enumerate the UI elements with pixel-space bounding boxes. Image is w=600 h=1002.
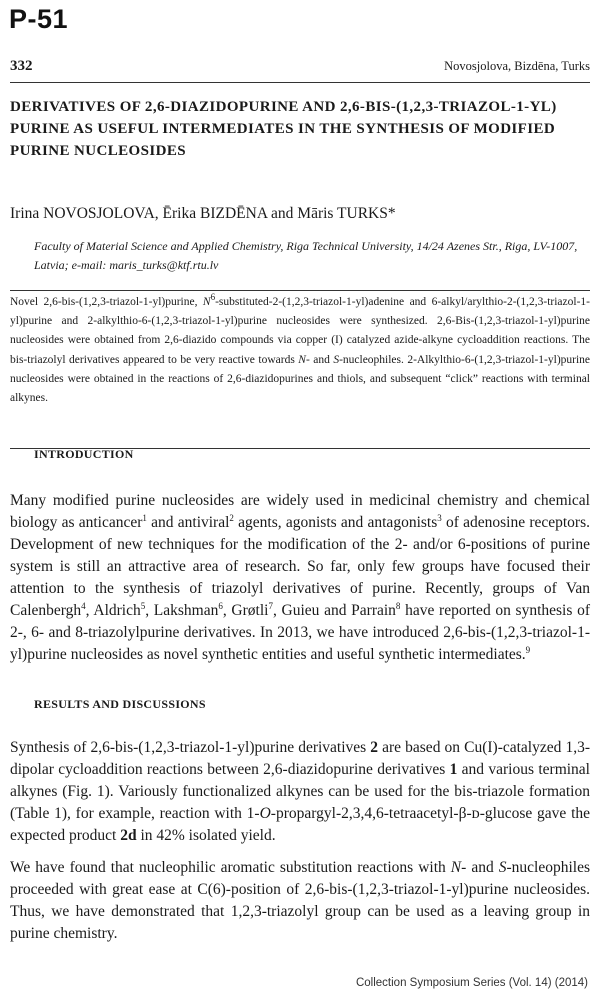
intro-text: , Lakshman xyxy=(145,602,219,619)
compound-2: 2 xyxy=(370,739,379,756)
reference-7: 7 xyxy=(268,600,273,611)
reference-3: 3 xyxy=(437,512,442,523)
abstract-text: Novel 2,6-bis-(1,2,3-triazol-1-yl)purine, xyxy=(10,296,203,308)
abstract-s-italic: S xyxy=(333,353,340,366)
reference-9: 9 xyxy=(525,644,531,655)
results-heading: RESULTS AND DISCUSSIONS xyxy=(34,697,206,711)
results-text: and various terminal alkynes (Fig. 1). Variously functionalized alkynes can be used for the bis-triazole formation (Table 1), for example, reaction with 1- xyxy=(10,761,590,822)
results-text: We have found that nucleophilic aromatic substitution reactions with xyxy=(10,859,451,876)
running-header xyxy=(10,58,590,83)
intro-text: have reported on synthesis of 2-, 6- and 8-triazolylpurine derivatives. In 2013, we have introduced 2,6-bis-(1,2,3-triazol-1-yl)purine nucleosides as novel synthetic entities and useful synthetic intermediates. xyxy=(10,602,590,663)
intro-text: , Guieu and Parrain xyxy=(272,602,396,619)
abstract xyxy=(10,290,590,449)
reference-2: 2 xyxy=(229,512,234,523)
affiliation: Faculty of Material Science and Applied Chemistry, Riga Technical University, 14/24 Azenes Str., Riga, LV-1007, Latvia; e-mail: maris_turks@ktf.rtu.lv xyxy=(34,239,578,272)
results-paragraph-2 xyxy=(10,857,590,945)
intro-text: , Aldrich xyxy=(85,602,141,619)
poster-id: P-51 xyxy=(9,4,69,34)
results-text: Synthesis of 2,6-bis-(1,2,3-triazol-1-yl)purine derivatives xyxy=(10,739,371,756)
page-number: 332 xyxy=(10,58,33,74)
abstract-n6: N xyxy=(202,296,211,308)
reference-1: 1 xyxy=(142,512,147,523)
intro-text: agents, agonists and antagonists xyxy=(233,514,438,531)
results-paragraph-1 xyxy=(10,737,590,847)
results-text: in 42% isolated yield. xyxy=(136,827,276,844)
reference-4: 4 xyxy=(81,600,86,611)
n-italic: N xyxy=(450,859,462,876)
reference-6: 6 xyxy=(218,600,223,611)
abstract-n6-sup: 6 xyxy=(210,292,216,303)
abstract-text: - and xyxy=(305,353,334,366)
results-text: -nucleophiles proceeded with great ease at C(6)-position of 2,6-bis-(1,2,3-triazol-1-yl)purine nucleosides. Thus, we have demonstrated that 1,2,3-triazolyl group can be used as a leaving group in purine chemistry. xyxy=(10,859,590,942)
intro-text: and antiviral xyxy=(146,514,230,531)
abstract-n-italic: N xyxy=(298,353,306,366)
abstract-text: -substituted-2-(1,2,3-triazol-1-yl)adenine and 6-alkyl/arylthio-2-(1,2,3-triazol-1-yl)purine and 2-alkylthio-6-(1,2,3-triazol-1-yl)purine nucleosides were synthesized. 2,6-Bis-(1,2,3-triazol-1-yl)purine nucleosides were obtained from 2,6-diazido compounds via copper (I) catalyzed azide-alkyne cycloaddition reactions. The bis-triazolyl derivatives appeared to be very reactive towards xyxy=(10,296,590,366)
compound-2d: 2d xyxy=(120,827,137,844)
results-text: are based on Cu(I)-catalyzed 1,3-dipolar cycloaddition reactions between 2,6-diazidopurine derivatives xyxy=(10,739,590,778)
author-list: Irina NOVOSJOLOVA, Ērika BIZDĒNA and Māris TURKS* xyxy=(10,205,396,222)
compound-1: 1 xyxy=(449,761,458,778)
intro-text: , Grøtli xyxy=(222,602,269,619)
intro-text: of adenosine receptors. Development of new techniques for the modification of the 2- and/or 6-positions of purine system is still an attractive area of research. So far, only few groups have focused their attention to the synthesis of triazolyl derivatives of purine. Recently, groups of Van Calenbergh xyxy=(10,514,591,619)
results-text: - and xyxy=(461,859,499,876)
results-text: -propargyl-2,3,4,6-tetraacetyl-β-ᴅ-glucose gave the expected product xyxy=(10,805,590,844)
intro-text: Many modified purine nucleosides are widely used in medicinal chemistry and chemical biology as anticancer xyxy=(10,492,590,531)
article-title: DERIVATIVES OF 2,6-DIAZIDOPURINE AND 2,6-BIS-(1,2,3-TRIAZOL-1-YL) PURINE AS USEFUL INTERMEDIATES IN THE SYNTHESIS OF MODIFIED PURINE NUCLEOSIDES xyxy=(10,99,557,159)
s-italic: S xyxy=(498,859,507,876)
introduction-paragraph xyxy=(10,490,590,666)
reference-8: 8 xyxy=(395,600,401,611)
abstract-text: -nucleophiles. 2-Alkylthio-6-(1,2,3-triazol-1-yl)purine nucleosides were obtained in the reactions of 2,6-diazidopurines and thiols, and subsequent “click” reactions with terminal alkynes. xyxy=(10,353,590,405)
running-authors: Novosjolova, Bizdēna, Turks xyxy=(444,59,590,73)
journal-footer: Collection Symposium Series (Vol. 14) (2014) xyxy=(355,977,588,989)
introduction-heading: INTRODUCTION xyxy=(34,447,134,461)
reference-5: 5 xyxy=(140,600,146,611)
o-italic: O xyxy=(259,805,271,822)
